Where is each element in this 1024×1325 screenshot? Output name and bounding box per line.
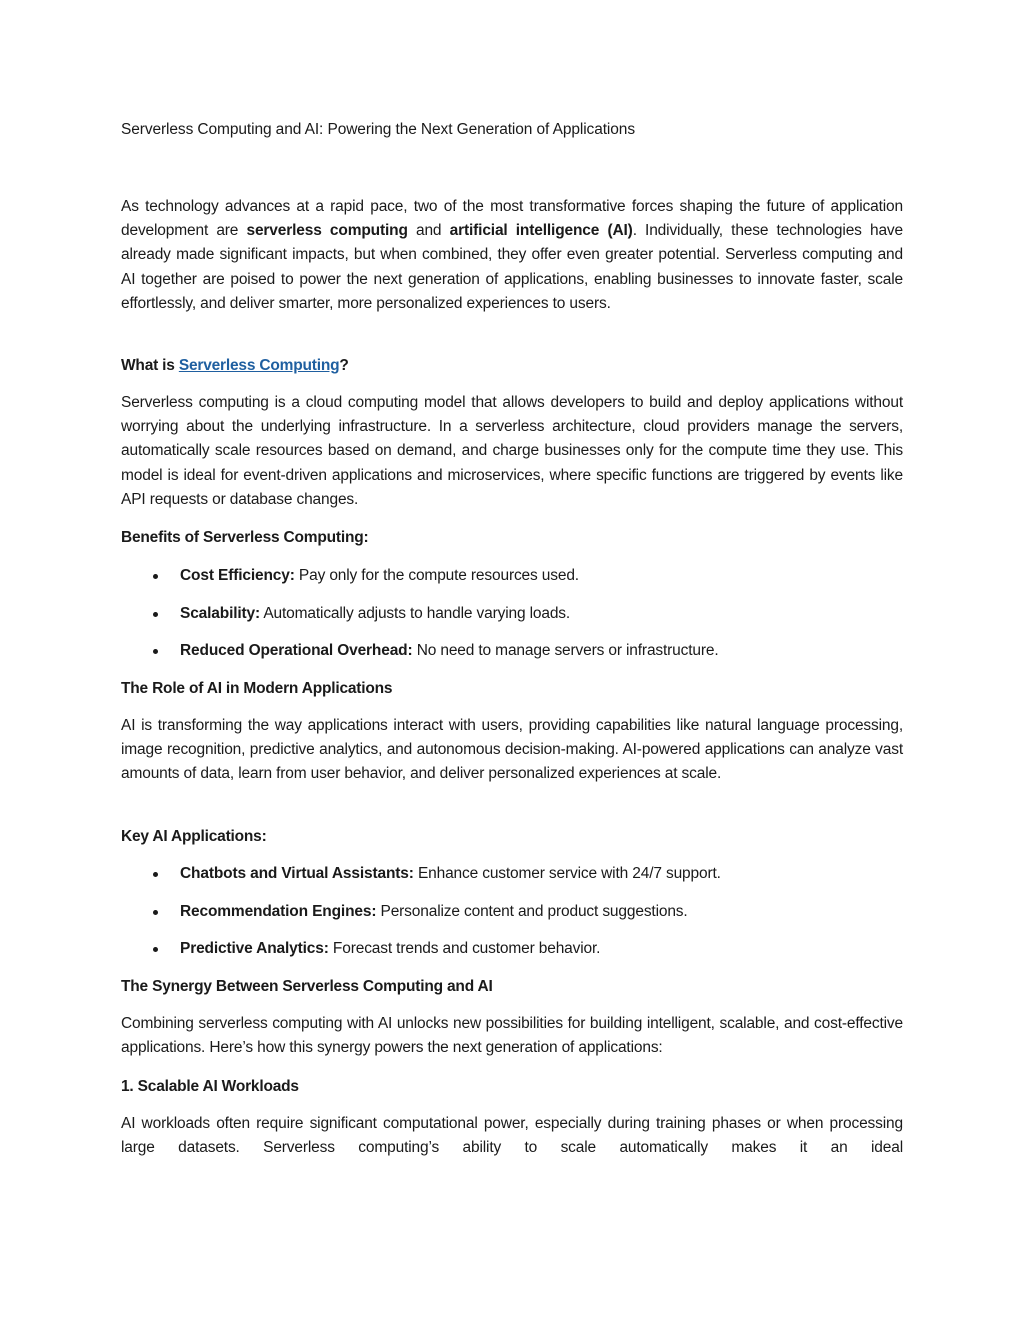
- list-item: [121, 602, 903, 640]
- item-label: Predictive Analytics:: [180, 940, 329, 957]
- item-label: Cost Efficiency:: [180, 567, 295, 584]
- bullet-icon: [153, 649, 158, 654]
- list-item: [121, 564, 903, 602]
- intro-bold-ai: artificial intelligence (AI): [449, 222, 633, 240]
- intro-text-1: As technology advances at a rapid pace, two of the most transformative forces shaping the future of application development are: [121, 198, 903, 240]
- item-text: No need to manage servers or infrastructure.: [412, 642, 719, 659]
- key-ai-list: [121, 862, 903, 975]
- role-of-ai-paragraph: AI is transforming the way applications interact with users, providing capabilities like natural language processing, image recognition, predictive analytics, and autonomous decision-making. AI-powered applications can analyze vast amounts of data, learn from user behavior, and deliver personalized experiences at scale.: [121, 717, 903, 783]
- scalable-ai-paragraph: AI workloads often require significant computational power, especially during training phases or when processing large datasets. Serverless computing’s ability to scale automatically makes it an ideal: [121, 1115, 903, 1157]
- item-label: Recommendation Engines:: [180, 902, 377, 920]
- heading-key-ai-applications: Key AI Applications:: [121, 828, 267, 845]
- intro-text-3: . Individually, these technologies have already made significant impacts, but when combined, they offer even greater potential. Serverless computing and AI together are poised to power the next generation of applications, enabling businesses to innovate faster, scale effortlessly, and deliver smarter, more personalized experiences to users.: [121, 222, 903, 312]
- item-text: Automatically adjusts to handle varying loads.: [260, 604, 571, 622]
- list-item: [121, 862, 903, 900]
- item-label: Reduced Operational Overhead:: [180, 642, 413, 659]
- heading-synergy: The Synergy Between Serverless Computing and AI: [121, 978, 493, 995]
- bullet-icon: [153, 947, 158, 952]
- item-text: Personalize content and product suggestions.: [376, 902, 688, 920]
- item-label: Scalability:: [180, 604, 261, 622]
- bullet-icon: [153, 910, 158, 915]
- synergy-paragraph: Combining serverless computing with AI unlocks new possibilities for building intelligent, scalable, and cost-effective applications. Here’s how this synergy powers the next generation of applications:: [121, 1015, 903, 1057]
- document-title: Serverless Computing and AI: Powering the Next Generation of Applications: [121, 121, 635, 138]
- heading-suffix: ?: [339, 357, 349, 374]
- intro-bold-serverless: serverless computing: [246, 222, 408, 240]
- list-item: [121, 900, 903, 938]
- heading-what-is-serverless: [121, 354, 349, 378]
- item-text: Forecast trends and customer behavior.: [328, 940, 601, 957]
- bullet-icon: [153, 872, 158, 877]
- list-item: [121, 937, 903, 975]
- bullet-icon: [153, 574, 158, 579]
- heading-benefits: Benefits of Serverless Computing:: [121, 529, 369, 546]
- list-item: [121, 639, 903, 677]
- intro-paragraph: [121, 195, 903, 316]
- heading-prefix: What is: [121, 357, 179, 374]
- item-text: Pay only for the compute resources used.: [294, 567, 579, 584]
- intro-text-2: and: [407, 222, 450, 240]
- heading-role-of-ai: The Role of AI in Modern Applications: [121, 680, 393, 697]
- heading-scalable-ai-workloads: 1. Scalable AI Workloads: [121, 1078, 299, 1095]
- item-text: Enhance customer service with 24/7 support.: [413, 865, 721, 882]
- item-label: Chatbots and Virtual Assistants:: [180, 865, 414, 882]
- benefits-list: [121, 564, 903, 677]
- serverless-computing-link[interactable]: Serverless Computing: [178, 357, 340, 374]
- what-is-serverless-paragraph: Serverless computing is a cloud computing model that allows developers to build and deploy applications without worrying about the underlying infrastructure. In a serverless architecture, cloud providers manage the servers, automatically scale resources based on demand, and charge businesses only for the compute time they use. This model is ideal for event-driven applications and microservices, where specific functions are triggered by events like API requests or database changes.: [121, 394, 903, 508]
- bullet-icon: [153, 612, 158, 617]
